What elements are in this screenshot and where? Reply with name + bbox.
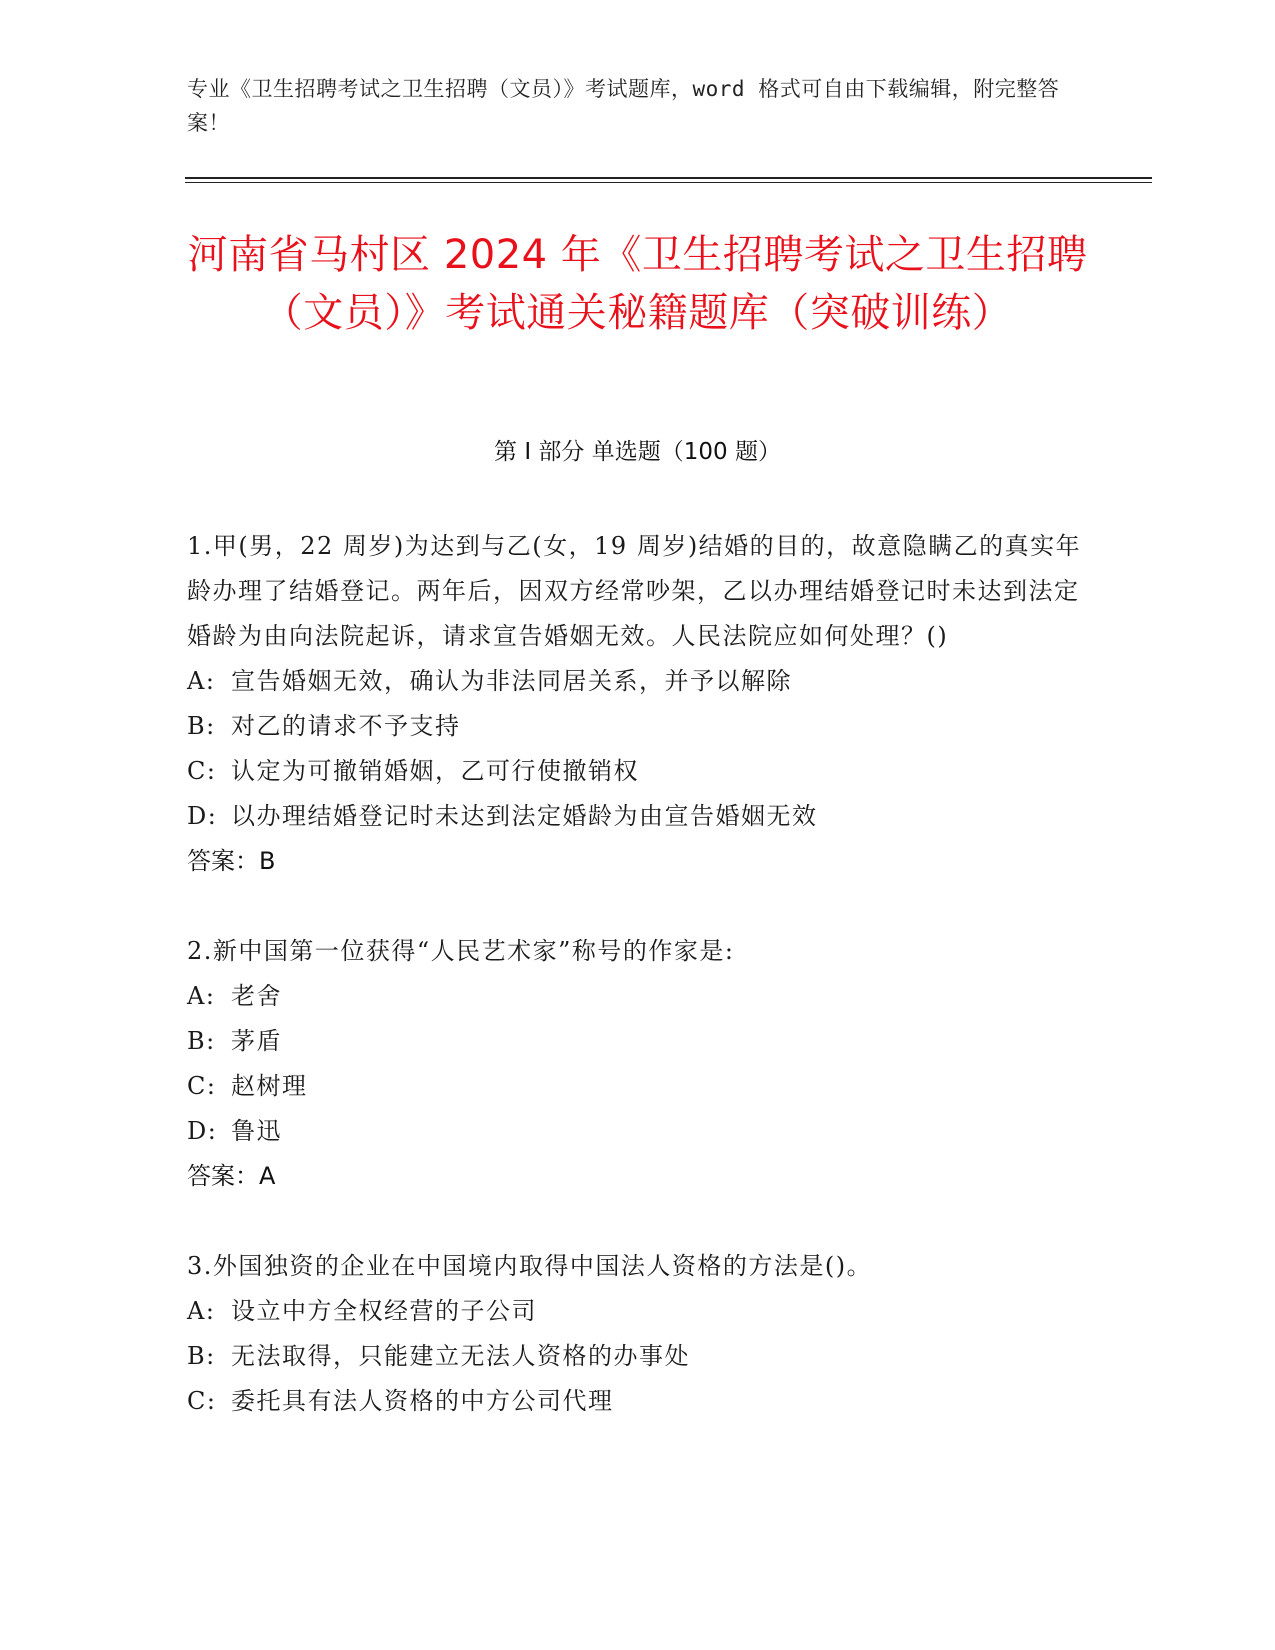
option-text: 以办理结婚登记时未达到法定婚龄为由宣告婚姻无效 [231, 802, 818, 830]
question-stem: 2.新中国第一位获得“人民艺术家”称号的作家是: [187, 937, 735, 965]
option-text: 鲁迅 [231, 1117, 282, 1145]
option-a [187, 974, 1087, 1019]
option-d [187, 1109, 1087, 1154]
option-a [187, 659, 1087, 704]
option-text: 无法取得，只能建立无法人资格的办事处 [231, 1342, 690, 1370]
option-letter: D: [187, 1117, 218, 1145]
option-text: 老舍 [231, 982, 282, 1010]
header-note: 专业《卫生招聘考试之卫生招聘（文员）》考试题库，word 格式可自由下载编辑，附完整答案！ [187, 77, 1060, 135]
option-d [187, 794, 1087, 839]
option-letter: C: [187, 1387, 217, 1415]
header-divider-thin [185, 182, 1152, 183]
option-a [187, 1289, 1087, 1334]
header-divider-thick [185, 177, 1152, 179]
option-text: 宣告婚姻无效，确认为非法同居关系，并予以解除 [231, 667, 792, 695]
option-letter: B: [187, 1342, 216, 1370]
option-letter: A: [187, 982, 216, 1010]
question-3 [187, 1244, 1087, 1424]
option-c [187, 1064, 1087, 1109]
option-text: 设立中方全权经营的子公司 [231, 1297, 537, 1325]
question-stem: 3.外国独资的企业在中国境内取得中国法人资格的方法是()。 [187, 1252, 873, 1280]
option-text: 赵树理 [231, 1072, 308, 1100]
option-letter: A: [187, 1297, 216, 1325]
option-letter: A: [187, 667, 216, 695]
section-heading: 第 I 部分 单选题（100 题） [494, 439, 781, 465]
option-letter: D: [187, 802, 218, 830]
question-list [187, 524, 1087, 1469]
option-letter: C: [187, 1072, 217, 1100]
option-text: 委托具有法人资格的中方公司代理 [231, 1387, 614, 1415]
option-text: 茅盾 [231, 1027, 282, 1055]
option-c [187, 1379, 1087, 1424]
option-text: 认定为可撤销婚姻，乙可行使撤销权 [231, 757, 639, 785]
option-text: 对乙的请求不予支持 [231, 712, 461, 740]
option-b [187, 704, 1087, 749]
answer-line: 答案：B [187, 847, 276, 875]
option-letter: C: [187, 757, 217, 785]
question-1 [187, 524, 1087, 884]
question-2 [187, 929, 1087, 1199]
option-b [187, 1019, 1087, 1064]
option-b [187, 1334, 1087, 1379]
document-title: 河南省马村区 2024 年《卫生招聘考试之卫生招聘（文员）》考试通关秘籍题库（突破训练） [187, 232, 1088, 336]
answer-line: 答案：A [187, 1162, 276, 1190]
question-stem: 1.甲(男，22 周岁)为达到与乙(女，19 周岁)结婚的目的，故意隐瞒乙的真实年龄办理了结婚登记。两年后，因双方经常吵架，乙以办理结婚登记时未达到法定婚龄为由向法院起诉，请求宣告婚姻无效。人民法院应如何处理？() [187, 532, 1082, 650]
option-letter: B: [187, 712, 216, 740]
option-letter: B: [187, 1027, 216, 1055]
option-c [187, 749, 1087, 794]
